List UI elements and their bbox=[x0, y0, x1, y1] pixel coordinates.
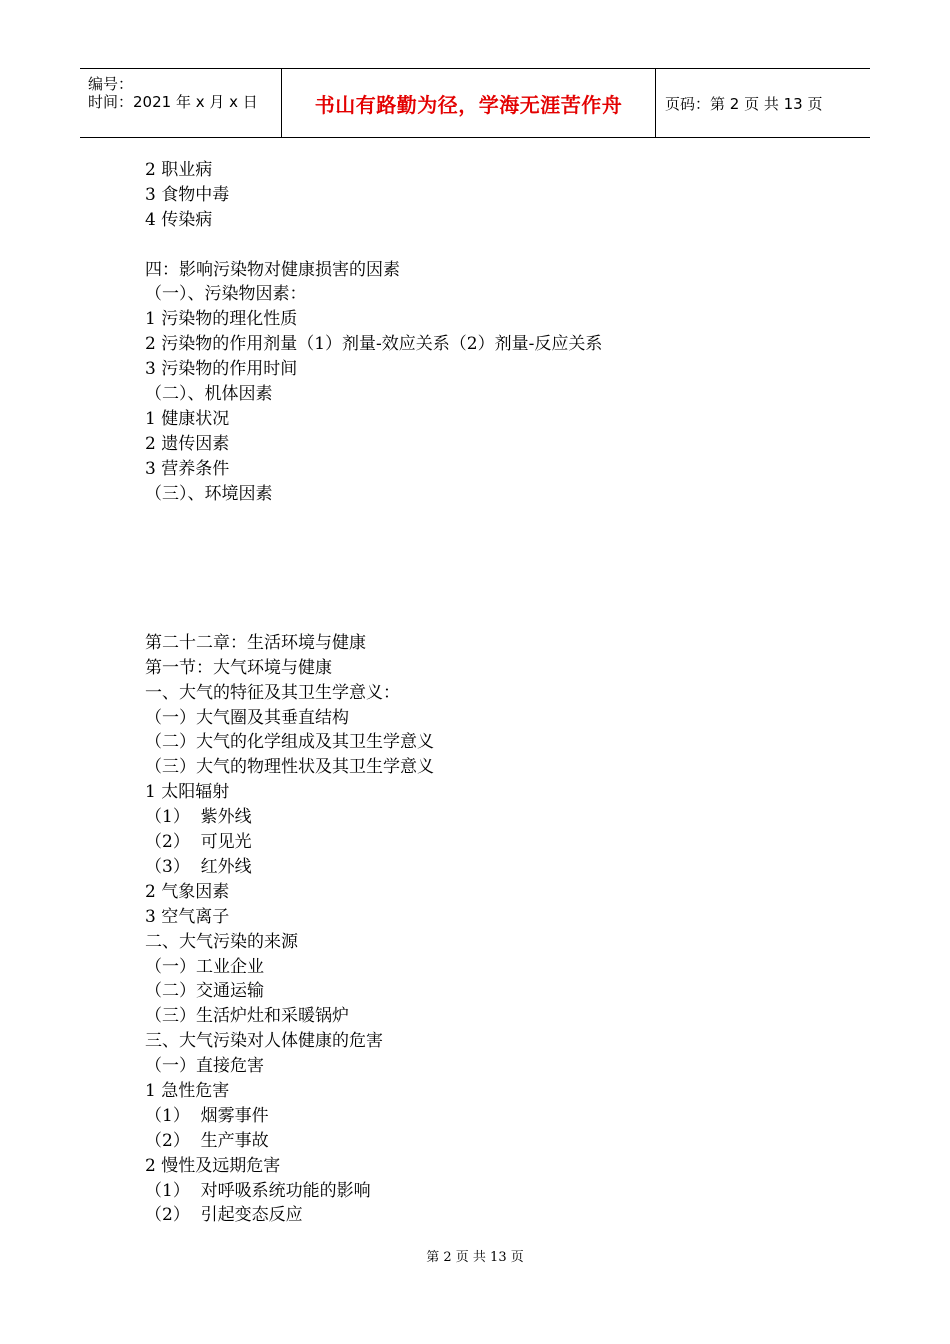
page-header bbox=[80, 68, 870, 138]
text-line: （三）大气的物理性状及其卫生学意义 bbox=[145, 757, 434, 778]
header-meta bbox=[80, 69, 281, 137]
blank-line bbox=[145, 506, 845, 531]
number-label: 编号： bbox=[88, 75, 134, 93]
text-line: 第二十二章：生活环境与健康 bbox=[145, 632, 366, 653]
blank-line bbox=[145, 531, 845, 556]
date-label: 时间：2021 年 x 月 x 日 bbox=[88, 93, 258, 111]
text-line: 第一节：大气环境与健康 bbox=[145, 657, 332, 678]
text-line: （二）交通运输 bbox=[145, 981, 264, 1002]
text-line: 2 慢性及远期危害 bbox=[145, 1155, 281, 1176]
text-line: 3 空气离子 bbox=[145, 906, 230, 927]
text-line: （1） 紫外线 bbox=[145, 807, 252, 828]
document-body bbox=[145, 158, 845, 1228]
text-line: 2 遗传因素 bbox=[145, 433, 230, 454]
text-line: 3 食物中毒 bbox=[145, 184, 230, 205]
blank-line bbox=[145, 233, 845, 258]
header-page-cell bbox=[655, 69, 870, 137]
blank-line bbox=[145, 606, 845, 631]
text-line: 1 急性危害 bbox=[145, 1080, 230, 1101]
text-line: 2 污染物的作用剂量（1）剂量-效应关系（2）剂量-反应关系 bbox=[145, 334, 603, 355]
text-line: （一）直接危害 bbox=[145, 1056, 264, 1077]
text-line: （一）工业企业 bbox=[145, 956, 264, 977]
text-line: （二）、机体因素 bbox=[145, 384, 273, 405]
text-line: 4 传染病 bbox=[145, 209, 213, 230]
blank-line bbox=[145, 581, 845, 606]
text-line: 三、大气污染对人体健康的危害 bbox=[145, 1031, 383, 1052]
page-label: 页码：第 2 页 共 13 页 bbox=[665, 94, 823, 113]
text-line: 1 健康状况 bbox=[145, 408, 230, 429]
text-line: 四：影响污染物对健康损害的因素 bbox=[145, 259, 400, 280]
text-line: （1） 烟雾事件 bbox=[145, 1105, 269, 1126]
text-line: 二、大气污染的来源 bbox=[145, 931, 298, 952]
text-line: （三）生活炉灶和采暖锅炉 bbox=[145, 1006, 349, 1027]
motto-text: 书山有路勤为径，学海无涯苦作舟 bbox=[314, 92, 623, 117]
text-line: （一）大气圈及其垂直结构 bbox=[145, 707, 349, 728]
text-line: （2） 引起变态反应 bbox=[145, 1205, 303, 1226]
text-line: （一）、污染物因素： bbox=[145, 284, 307, 305]
text-line: 3 营养条件 bbox=[145, 458, 230, 479]
text-line: （三）、环境因素 bbox=[145, 483, 273, 504]
text-line: （3） 红外线 bbox=[145, 856, 252, 877]
text-line: 2 气象因素 bbox=[145, 881, 230, 902]
text-line: 2 职业病 bbox=[145, 160, 213, 180]
text-line: （2） 生产事故 bbox=[145, 1130, 269, 1151]
page-footer: 第 2 页 共 13 页 bbox=[426, 1250, 524, 1265]
text-line: 一、大气的特征及其卫生学意义： bbox=[145, 682, 400, 703]
text-line: 1 污染物的理化性质 bbox=[145, 309, 298, 330]
header-motto-cell bbox=[281, 69, 656, 137]
text-line: 1 太阳辐射 bbox=[145, 782, 230, 803]
text-line: 3 污染物的作用时间 bbox=[145, 359, 298, 380]
blank-line bbox=[145, 556, 845, 581]
text-line: （2） 可见光 bbox=[145, 832, 252, 853]
text-line: （1） 对呼吸系统功能的影响 bbox=[145, 1180, 371, 1201]
text-line: （二）大气的化学组成及其卫生学意义 bbox=[145, 732, 434, 753]
